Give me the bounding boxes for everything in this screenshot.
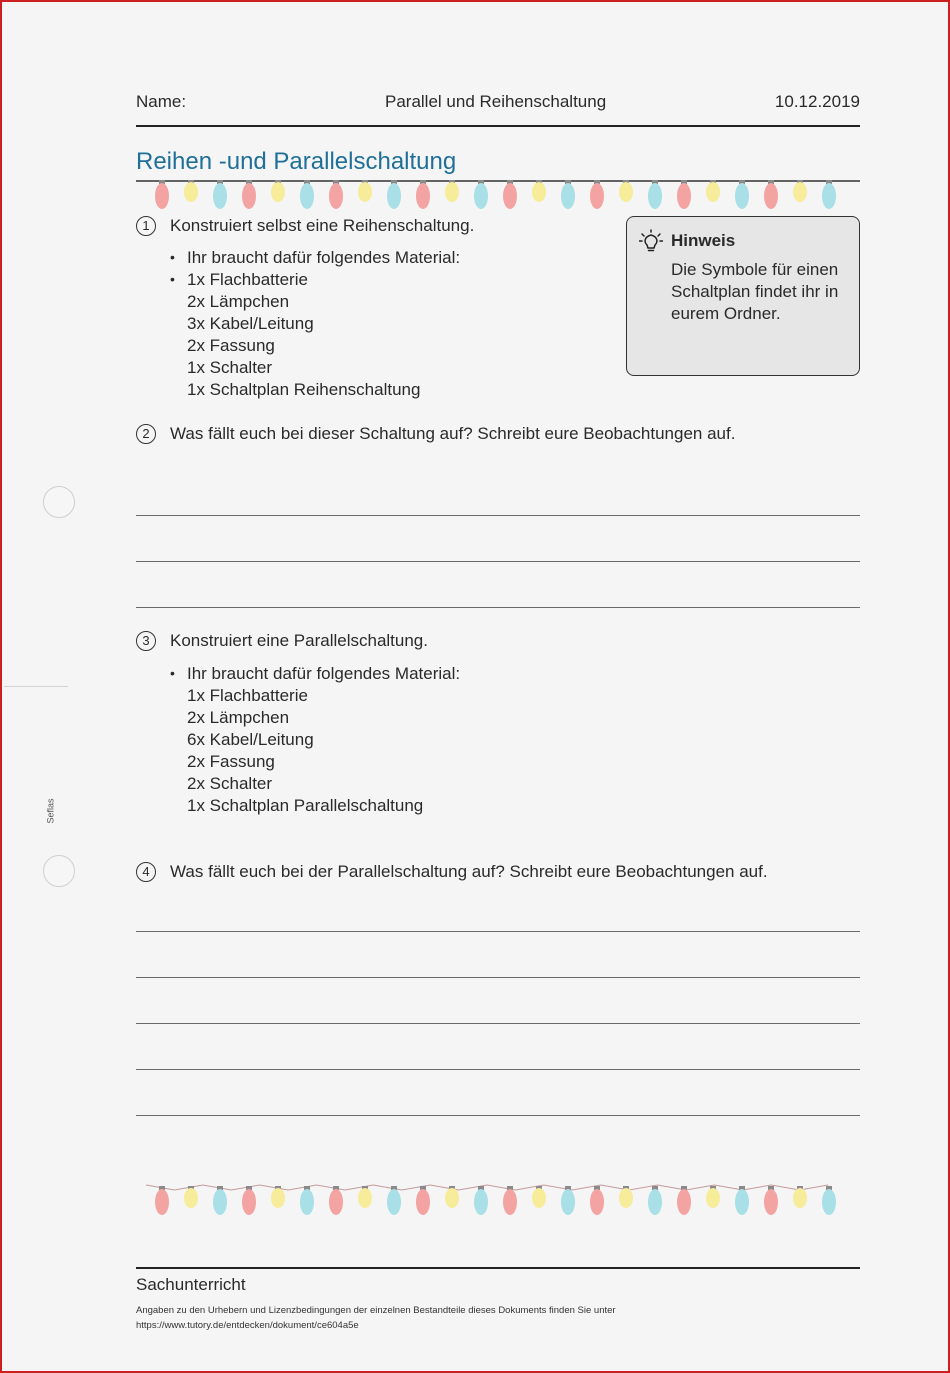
material-item: Ihr braucht dafür folgendes Material: (187, 248, 461, 267)
hint-line: Schaltplan findet ihr in (671, 282, 839, 301)
material-item: 2x Lämpchen (187, 292, 290, 311)
side-label: Seflas (45, 798, 56, 824)
light-bulb-icon (735, 1186, 749, 1215)
lightbulb-icon (639, 229, 663, 255)
light-bulb-icon (155, 1186, 169, 1215)
task-4-text: Was fällt euch bei der Parallelschaltung auf? Schreibt eure Beobachtungen auf. (170, 862, 768, 881)
light-bulb-icon (271, 180, 285, 202)
light-bulb-icon (822, 180, 836, 209)
hint-title: Hinweis (671, 231, 736, 250)
light-bulb-icon (329, 180, 343, 209)
task-number-3: 3 (136, 631, 156, 651)
material-item: 1x Schaltplan Reihenschaltung (187, 380, 421, 399)
light-bulb-icon (358, 180, 372, 202)
light-bulb-icon (445, 180, 459, 202)
material-item: 2x Fassung (187, 336, 275, 355)
material-item: 1x Flachbatterie (187, 270, 308, 289)
name-label: Name: (136, 92, 187, 111)
light-bulb-icon (706, 1186, 720, 1208)
light-bulb-icon (532, 1186, 546, 1208)
light-bulb-icon (677, 1186, 691, 1215)
material-item: 1x Schaltplan Parallelschaltung (187, 796, 424, 815)
writing-line[interactable] (136, 607, 860, 608)
light-bulb-icon (387, 1186, 401, 1215)
worksheet-topic: Parallel und Reihenschaltung (385, 92, 607, 111)
writing-line[interactable] (136, 977, 860, 978)
material-item: Ihr braucht dafür folgendes Material: (187, 664, 461, 683)
light-bulb-icon (242, 1186, 256, 1215)
light-bulb-icon (706, 180, 720, 202)
fold-mark (4, 686, 68, 687)
light-bulb-icon (677, 180, 691, 209)
footer-license-note: Angaben zu den Urhebern und Lizenzbedingungen der einzelnen Bestandteile dieses Dokuments finden Sie unter (136, 1305, 616, 1316)
task-2-text: Was fällt euch bei dieser Schaltung auf? Schreibt eure Beobachtungen auf. (170, 424, 736, 443)
light-bulb-icon (184, 1186, 198, 1208)
writing-line[interactable] (136, 1023, 860, 1024)
bullet-icon: • (170, 249, 175, 265)
worksheet-date: 10.12.2019 (774, 92, 860, 111)
light-bulb-icon (300, 1186, 314, 1215)
material-item: 1x Flachbatterie (187, 686, 308, 705)
header-divider (136, 125, 860, 127)
material-item: 1x Schalter (187, 358, 273, 377)
footer-subject: Sachunterricht (136, 1275, 246, 1294)
light-bulb-icon (213, 1186, 227, 1215)
bullet-icon: • (170, 665, 175, 681)
light-bulb-icon (503, 180, 517, 209)
light-bulb-icon (387, 180, 401, 209)
light-string-decoration-top (136, 176, 860, 216)
light-bulb-icon (822, 1186, 836, 1215)
task-1-text: Konstruiert selbst eine Reihenschaltung. (170, 216, 475, 235)
footer-divider (136, 1267, 860, 1269)
punch-hole-mark (43, 486, 75, 518)
material-item: 2x Fassung (187, 752, 275, 771)
footer-license-url[interactable]: https://www.tutory.de/entdecken/dokument/ce604a5e (136, 1320, 359, 1331)
writing-line[interactable] (136, 931, 860, 932)
light-bulb-icon (764, 180, 778, 209)
light-string-decoration-bottom (136, 1182, 860, 1222)
light-bulb-icon (184, 180, 198, 202)
light-bulb-icon (619, 180, 633, 202)
light-bulb-icon (764, 1186, 778, 1215)
light-bulb-icon (155, 180, 169, 209)
punch-hole-mark (43, 855, 75, 887)
light-bulb-icon (561, 180, 575, 209)
task-number-1: 1 (136, 216, 156, 236)
writing-line[interactable] (136, 1069, 860, 1070)
light-bulb-icon (300, 180, 314, 209)
hint-line: Die Symbole für einen (671, 260, 839, 279)
page-title: Reihen -und Parallelschaltung (136, 148, 457, 175)
writing-line[interactable] (136, 1115, 860, 1116)
light-bulb-icon (358, 1186, 372, 1208)
writing-line[interactable] (136, 561, 860, 562)
light-bulb-icon (474, 180, 488, 209)
light-bulb-icon (474, 1186, 488, 1215)
task-number-2: 2 (136, 424, 156, 444)
material-item: 3x Kabel/Leitung (187, 314, 314, 333)
light-bulb-icon (793, 180, 807, 202)
light-bulb-icon (735, 180, 749, 209)
material-item: 6x Kabel/Leitung (187, 730, 314, 749)
light-bulb-icon (532, 180, 546, 202)
bullet-icon: • (170, 271, 175, 287)
light-bulb-icon (648, 1186, 662, 1215)
writing-line[interactable] (136, 515, 860, 516)
light-bulb-icon (416, 1186, 430, 1215)
task-3-text: Konstruiert eine Parallelschaltung. (170, 631, 428, 650)
light-bulb-icon (648, 180, 662, 209)
hint-line: eurem Ordner. (671, 304, 781, 323)
material-item: 2x Schalter (187, 774, 273, 793)
hint-box (626, 216, 860, 376)
light-bulb-icon (590, 180, 604, 209)
light-bulb-icon (242, 180, 256, 209)
light-bulb-icon (416, 180, 430, 209)
light-bulb-icon (213, 180, 227, 209)
task-number-4: 4 (136, 862, 156, 882)
light-bulb-icon (329, 1186, 343, 1215)
light-bulb-icon (590, 1186, 604, 1215)
material-item: 2x Lämpchen (187, 708, 290, 727)
